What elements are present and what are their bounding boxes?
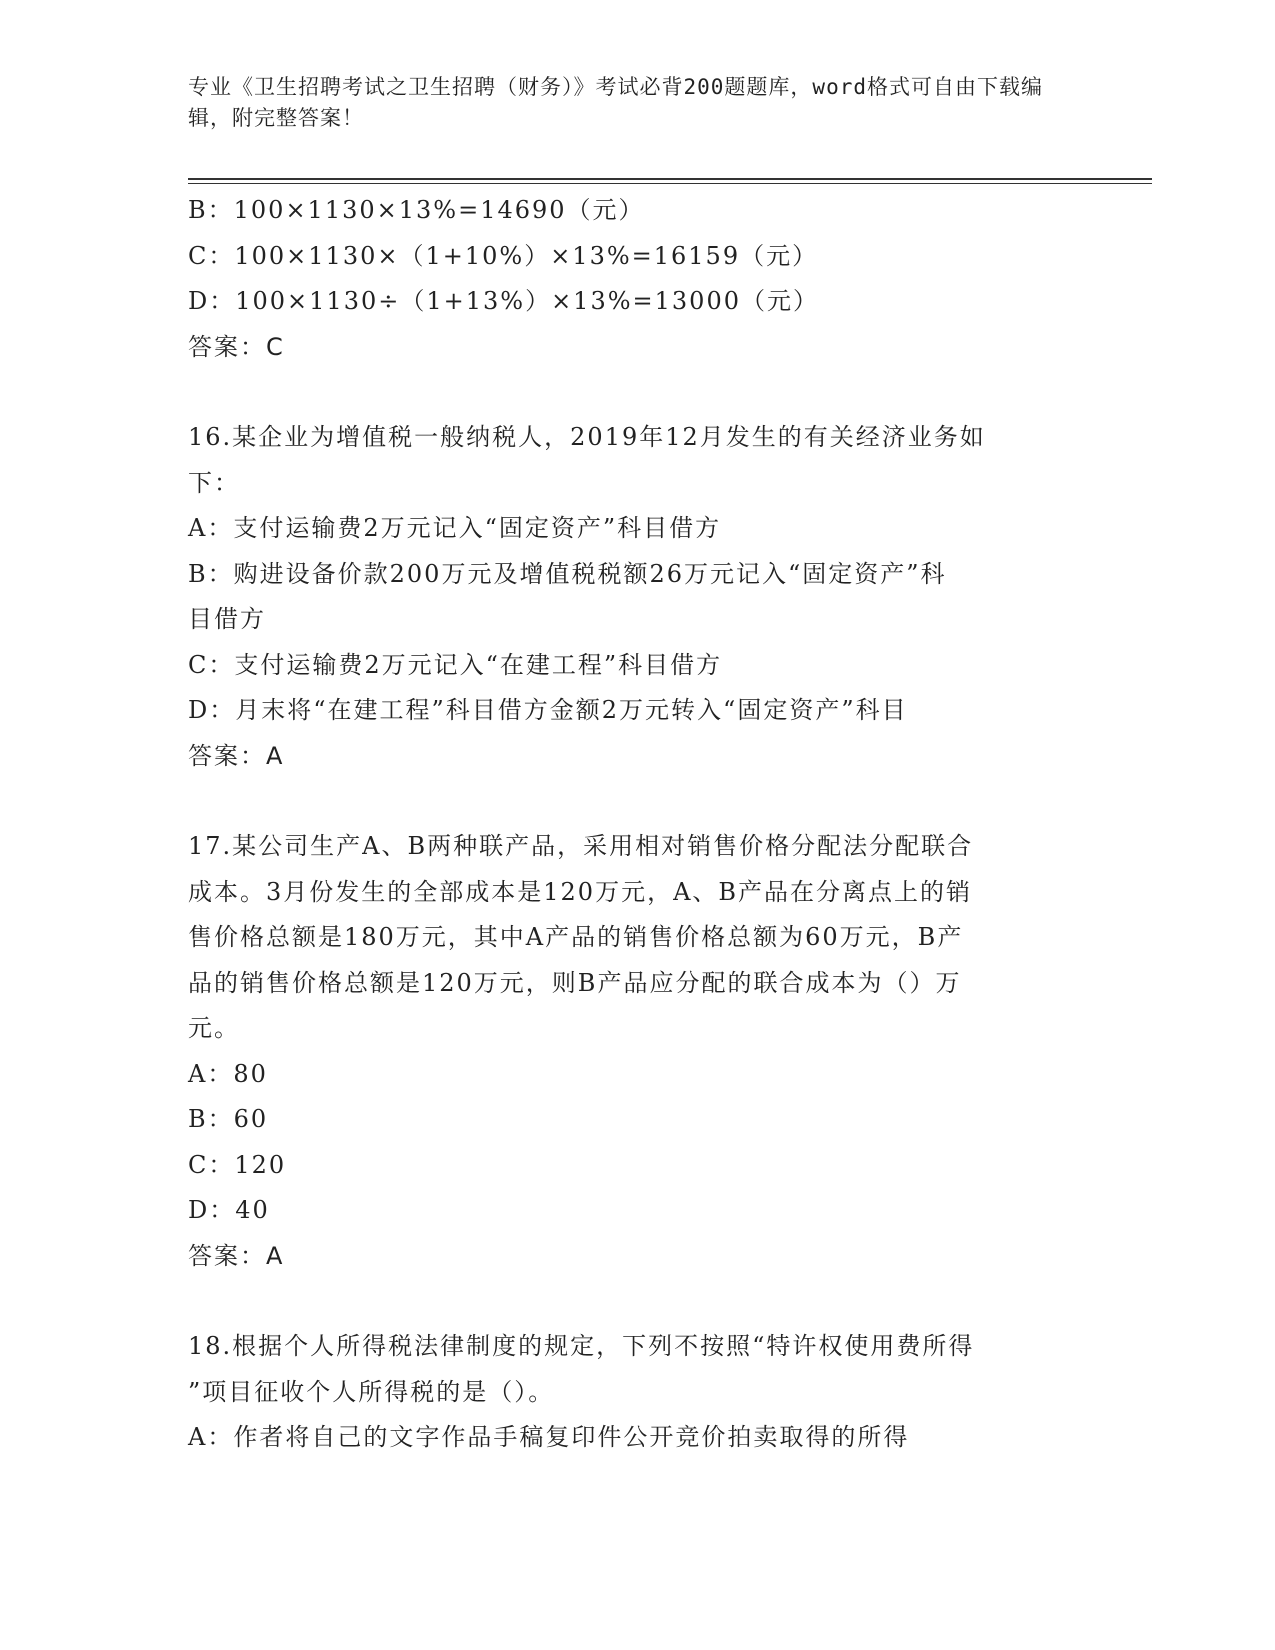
q16-option-d: D：月末将“在建工程”科目借方金额2万元转入“固定资产”科目 [188,696,908,724]
q16-answer: 答案：A [188,741,285,770]
q17-stem-line-1: 17.某公司生产A、B两种联产品，采用相对销售价格分配法分配联合 [188,832,974,860]
q17-option-b: B：60 [188,1105,269,1133]
q18-stem-line-1: 18.根据个人所得税法律制度的规定，下列不按照“特许权使用费所得 [188,1332,975,1360]
q17-stem-line-3: 售价格总额是180万元，其中A产品的销售价格总额为60万元，B产 [188,923,964,951]
q18-option-a: A：作者将自己的文字作品手稿复印件公开竞价拍卖取得的所得 [188,1423,910,1451]
q15-option-b: B：100×1130×13%=14690（元） [188,196,645,224]
q17-option-d: D：40 [188,1196,270,1224]
q16-option-c: C：支付运输费2万元记入“在建工程”科目借方 [188,650,723,679]
question-15 [188,188,1068,370]
q16-option-b-line-1: B：购进设备价款200万元及增值税税额26万元记入“固定资产”科 [188,559,947,588]
spacer [188,779,1068,824]
q15-answer: 答案：C [188,332,285,361]
header-rule-thick [188,178,1152,180]
header-rule-thin [188,183,1152,184]
q15-option-d: D：100×1130÷（1+13%）×13%=13000（元） [188,287,819,315]
spacer [188,1279,1068,1324]
question-17 [188,824,1068,1279]
question-16 [188,415,1068,779]
document-body [188,188,1068,1461]
question-18 [188,1324,1068,1461]
q17-stem-line-5: 元。 [188,1014,240,1042]
page-header: 专业《卫生招聘考试之卫生招聘（财务）》考试必背200题题库，word格式可自由下载编辑，附完整答案！ [188,75,1043,130]
q16-option-a: A：支付运输费2万元记入“固定资产”科目借方 [188,514,722,542]
q16-stem-line-2: 下： [188,468,240,497]
q16-stem-line-1: 16.某企业为增值税一般纳税人，2019年12月发生的有关经济业务如 [188,423,986,451]
q15-option-c: C：100×1130×（1+10%）×13%=16159（元） [188,241,819,270]
q17-stem-line-2: 成本。3月份发生的全部成本是120万元，A、B产品在分离点上的销 [188,877,973,906]
q17-answer: 答案：A [188,1241,285,1270]
q18-stem-line-2: ”项目征收个人所得税的是（）。 [188,1377,555,1406]
q16-option-b-line-2: 目借方 [188,605,266,633]
q17-option-a: A：80 [188,1059,268,1088]
q17-option-c: C：120 [188,1150,287,1179]
spacer [188,370,1068,415]
q17-stem-line-4: 品的销售价格总额是120万元，则B产品应分配的联合成本为（）万 [188,968,962,997]
